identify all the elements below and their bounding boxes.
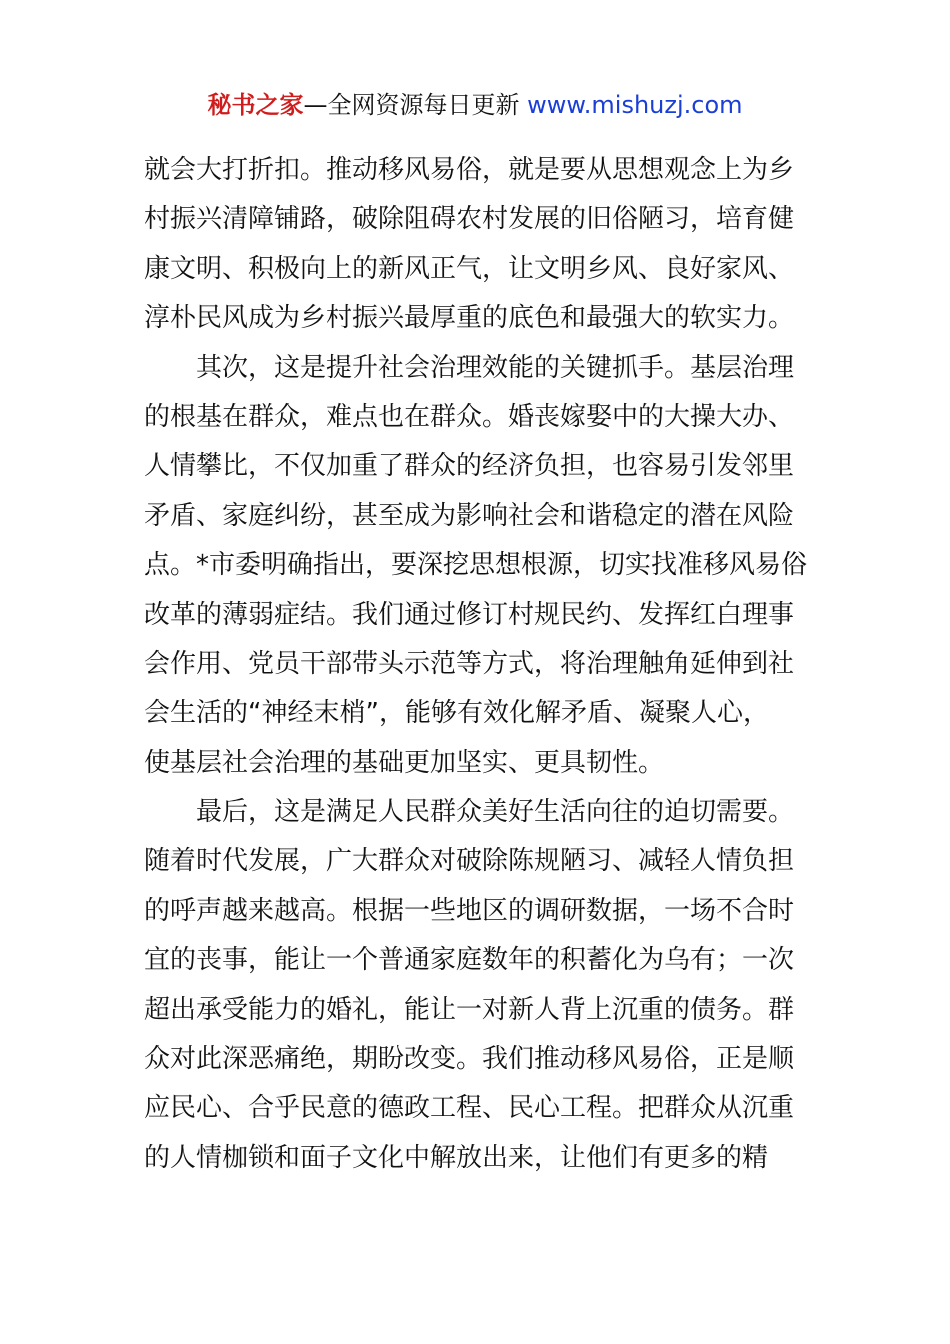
body-line: 会生活的“神经末梢”，能够有效化解矛盾、凝聚人心， bbox=[144, 698, 769, 729]
body-line: 的呼声越来越高。根据一些地区的调研数据，一场不合时 bbox=[144, 895, 795, 926]
body-line: 随着时代发展，广大群众对破除陈规陋习、减轻人情负担 bbox=[144, 846, 795, 877]
body-line: 就会大打折扣。推动移风易俗，就是要从思想观念上为乡 bbox=[144, 155, 795, 185]
body-line: 的根基在群众，难点也在群众。婚丧嫁娶中的大操大办、 bbox=[144, 401, 795, 432]
body-line: 康文明、积极向上的新风正气，让文明乡风、良好家风、 bbox=[144, 253, 795, 284]
body-line: 人情攀比，不仅加重了群众的经济负担，也容易引发邻里 bbox=[144, 451, 795, 482]
header-tagline: —全网资源每日更新 bbox=[303, 91, 520, 119]
body-line: 宜的丧事，能让一个普通家庭数年的积蓄化为乌有；一次 bbox=[144, 945, 795, 976]
document-body bbox=[144, 146, 824, 1183]
body-line: 的人情枷锁和面子文化中解放出来，让他们有更多的精 bbox=[144, 1142, 769, 1173]
body-line: 使基层社会治理的基础更加坚实、更具韧性。 bbox=[144, 747, 665, 778]
body-line: 超出承受能力的婚礼，能让一对新人背上沉重的债务。群 bbox=[144, 994, 795, 1025]
brand-name: 秘书之家 bbox=[207, 91, 304, 119]
body-line: 点。*市委明确指出，要深挖思想根源，切实找准移风易俗 bbox=[144, 550, 808, 581]
site-url-link[interactable]: www.mishuzj.com bbox=[527, 91, 743, 119]
body-line: 矛盾、家庭纠纷，甚至成为影响社会和谐稳定的潜在风险 bbox=[144, 500, 795, 531]
body-line: 众对此深恶痛绝，期盼改变。我们推动移风易俗，正是顺 bbox=[144, 1044, 795, 1075]
body-line: 改革的薄弱症结。我们通过修订村规民约、发挥红白理事 bbox=[144, 599, 795, 630]
body-line: 会作用、党员干部带头示范等方式，将治理触角延伸到社 bbox=[144, 648, 795, 679]
paragraph-start-line: 最后，这是满足人民群众美好生活向往的迫切需要。 bbox=[196, 797, 795, 828]
body-line: 淳朴民风成为乡村振兴最厚重的底色和最强大的软实力。 bbox=[144, 303, 795, 334]
body-line: 村振兴清障铺路，破除阻碍农村发展的旧俗陋习，培育健 bbox=[144, 204, 795, 235]
page-header bbox=[0, 88, 950, 122]
paragraph-start-line: 其次，这是提升社会治理效能的关键抓手。基层治理 bbox=[196, 352, 795, 383]
body-line: 应民心、合乎民意的德政工程、民心工程。把群众从沉重 bbox=[144, 1093, 795, 1124]
